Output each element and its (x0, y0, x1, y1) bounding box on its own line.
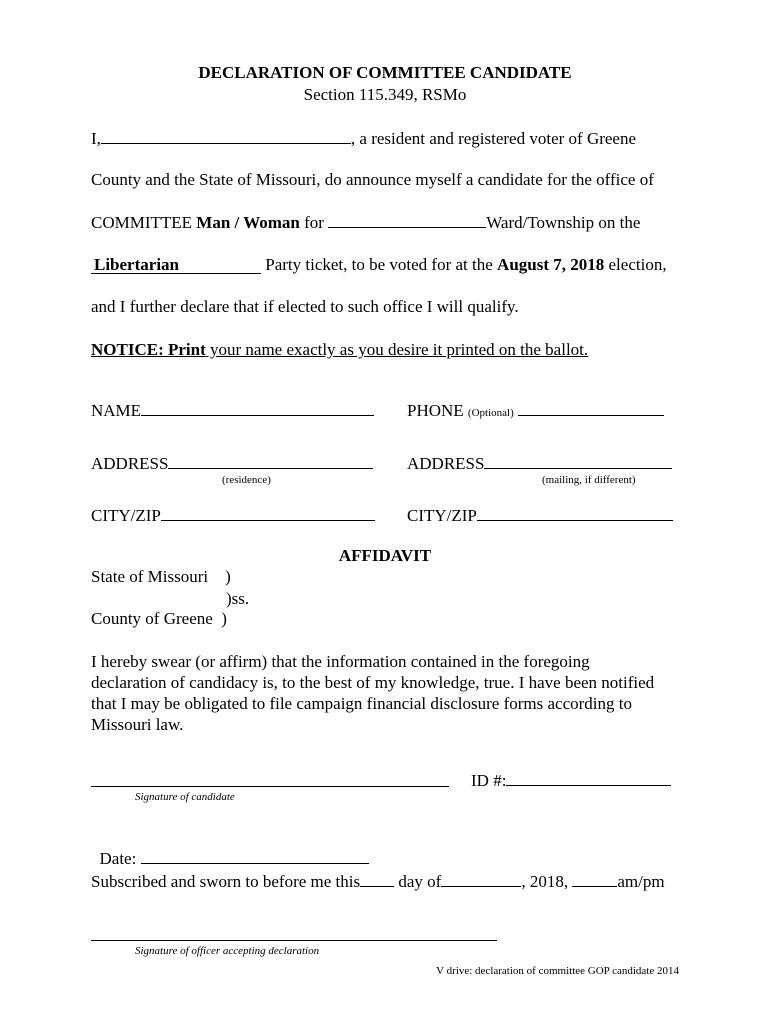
mailing-address-input-line[interactable] (484, 453, 672, 469)
phone-field-row (407, 400, 664, 421)
affidavit-heading: AFFIDAVIT (338, 546, 432, 565)
declaration-line-3 (91, 212, 640, 233)
cityzip-row-left (91, 505, 375, 526)
mailing-address-row (407, 453, 672, 474)
man-woman-option: Man / Woman (196, 213, 300, 232)
name-field-row (91, 400, 374, 421)
committee-label: COMMITTEE (91, 213, 197, 232)
candidate-signature-line[interactable] (91, 786, 449, 787)
venue-ss: )ss. (226, 589, 250, 608)
candidate-name-blank[interactable] (101, 128, 351, 144)
sworn-day-label: day of (394, 872, 442, 891)
line-suffix: , a resident and registered voter of Greene (350, 129, 637, 148)
ward-township-label: Ward/Township on the (486, 213, 641, 232)
date-input-line[interactable] (141, 848, 369, 864)
sworn-month-blank[interactable] (441, 871, 521, 887)
residence-address-row (91, 453, 373, 474)
phone-input-line[interactable] (518, 400, 664, 416)
sworn-day-blank[interactable] (360, 871, 394, 887)
notice-text: your name exactly as you desire it printed on the ballot. (205, 340, 589, 359)
election-date: August 7, 2018 (497, 255, 605, 274)
sworn-prefix: Subscribed and sworn to before me this (91, 872, 361, 891)
sworn-year: , 2018, (521, 872, 573, 891)
notice-label: NOTICE: Print (91, 340, 206, 359)
cityzip-row-right (407, 505, 673, 526)
phone-optional-note: (Optional) (467, 407, 514, 419)
election-suffix: election, (604, 255, 667, 274)
for-label: for (299, 213, 329, 232)
document-title: DECLARATION OF COMMITTEE CANDIDATE (198, 63, 572, 82)
party-field[interactable] (91, 256, 261, 274)
id-label: ID #: (471, 771, 507, 790)
oath-line-3: that I may be obligated to file campaign financial disclosure forms according to (91, 694, 632, 713)
line-prefix: I, (91, 129, 101, 148)
name-label: NAME (91, 401, 142, 420)
id-field-row (471, 770, 671, 791)
address-label: ADDRESS (91, 454, 169, 473)
venue-county: County of Greene ) (91, 609, 227, 628)
statute-reference: Section 115.349, RSMo (303, 85, 467, 104)
declaration-line-2: County and the State of Missouri, do announce myself a candidate for the office of (91, 170, 654, 189)
candidate-signature-caption: Signature of candidate (135, 791, 235, 803)
cityzip-label: CITY/ZIP (91, 506, 161, 525)
cityzip-label: CITY/ZIP (407, 506, 477, 525)
declaration-line-1 (91, 128, 636, 149)
mailing-note: (mailing, if different) (542, 474, 636, 486)
date-label: Date: (99, 849, 141, 868)
residence-address-input-line[interactable] (168, 453, 373, 469)
oath-line-4: Missouri law. (91, 715, 184, 734)
address-label: ADDRESS (407, 454, 485, 473)
declaration-line-4 (91, 255, 667, 275)
cityzip-input-line-right[interactable] (477, 505, 673, 521)
declaration-line-5: and I further declare that if elected to such office I will qualify. (91, 297, 519, 316)
sworn-ampm: am/pm (617, 872, 665, 891)
date-row (91, 828, 369, 869)
residence-note: (residence) (222, 474, 271, 486)
oath-line-1: I hereby swear (or affirm) that the information contained in the foregoing (91, 652, 590, 671)
party-ticket-text: Party ticket, to be voted for at the (261, 255, 498, 274)
cityzip-input-line-left[interactable] (161, 505, 375, 521)
name-input-line[interactable] (141, 400, 374, 416)
ward-township-blank[interactable] (328, 212, 486, 228)
notice (91, 340, 588, 360)
sworn-row (91, 871, 665, 892)
officer-signature-line[interactable] (91, 940, 497, 941)
party-value: Libertarian (94, 255, 179, 274)
officer-signature-caption: Signature of officer accepting declaration (135, 945, 320, 957)
phone-label: PHONE (407, 401, 464, 420)
oath-line-2: declaration of candidacy is, to the best of my knowledge, true. I have been notified (91, 673, 655, 692)
file-path-note: V drive: declaration of committee GOP candidate 2014 (436, 965, 679, 977)
venue-state: State of Missouri ) (91, 567, 231, 586)
id-input-line[interactable] (506, 770, 671, 786)
sworn-time-blank[interactable] (572, 871, 617, 887)
